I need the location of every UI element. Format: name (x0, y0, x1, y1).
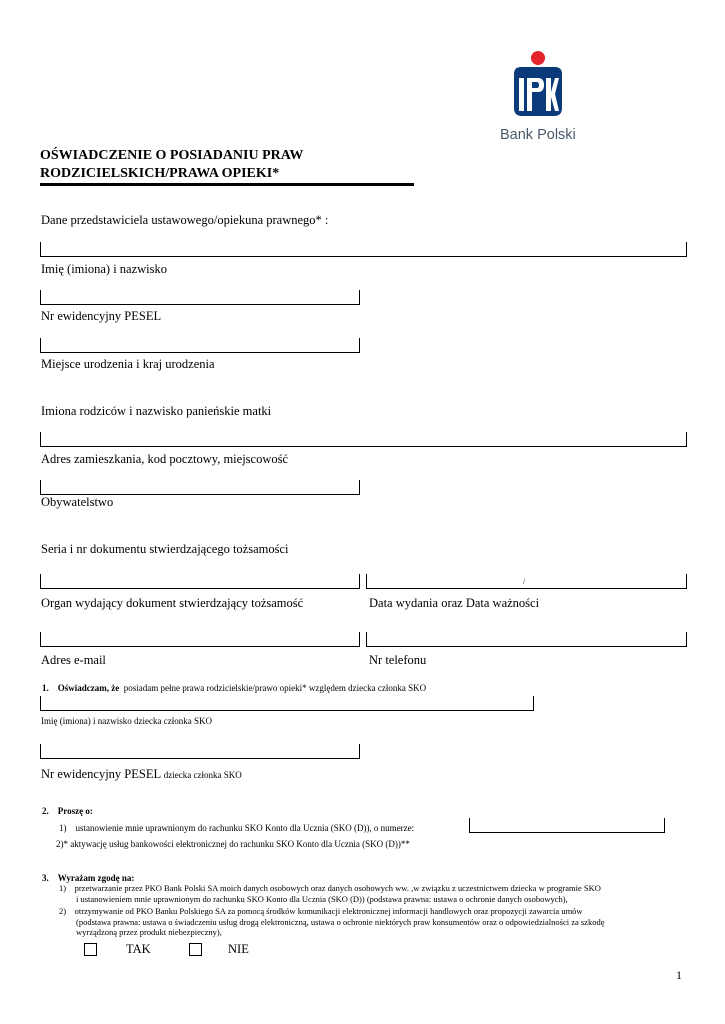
date-separator: / (523, 577, 526, 586)
yes-checkbox[interactable] (84, 943, 97, 956)
section1-bold: Oświadczam, że (57, 683, 120, 693)
section3-item1 (59, 883, 699, 904)
section1-text: posiadam pełne prawa rodzicielskie/prawo opieki* względem dziecka członka SKO (123, 683, 427, 693)
pesel-label: Nr ewidencyjny PESEL (41, 309, 162, 323)
dates-label: Data wydania oraz Data ważności (369, 596, 540, 610)
representative-field[interactable] (40, 242, 687, 257)
section2-title-text: Proszę o: (57, 806, 93, 816)
account-number-field[interactable] (469, 818, 665, 833)
name-label: Imię (imiona) i nazwisko (41, 262, 168, 276)
bank-name: Bank Polski (500, 127, 576, 143)
title-line-1: OŚWIADCZENIE O POSIADANIU PRAW (40, 148, 304, 163)
parents-field[interactable] (40, 432, 687, 447)
phone-field[interactable] (366, 632, 687, 647)
section3-item2-line1: otrzymywanie od PKO Banku Polskiego SA za pomocą środków komunikacji elektronicznej informacji handlowych oraz propozycji zawarcia umów (74, 906, 583, 916)
issuer-field[interactable] (40, 632, 360, 647)
page-number: 1 (676, 968, 682, 982)
id-doc-label: Seria i nr dokumentu stwierdzającego tożsamości (41, 542, 289, 556)
address-label: Adres zamieszkania, kod pocztowy, miejscowość (41, 452, 289, 466)
section1-num: 1. (42, 683, 49, 693)
child-pesel-small: dziecka członka SKO (163, 770, 242, 780)
name-field[interactable] (40, 290, 360, 305)
section3-item2-num: 2) (59, 906, 67, 916)
child-name-label: Imię (imiona) i nazwisko dziecka członka SKO (41, 716, 212, 726)
phone-label: Nr telefonu (369, 653, 427, 667)
section2-item1-num: 1) (59, 823, 67, 833)
section2-num: 2. (42, 806, 49, 816)
section2-item1 (59, 823, 414, 833)
section1-line (42, 683, 426, 693)
section2-item2: 2)* aktywację usług bankowości elektronicznej do rachunku SKO Konto dla Ucznia (SKO (D))** (56, 839, 410, 849)
section3-item1-num: 1) (59, 883, 67, 893)
section2-title (42, 806, 93, 816)
pesel-field[interactable] (40, 338, 360, 353)
section3-item2-line3: wyrządzoną przez produkt niebezpieczny), (76, 927, 222, 937)
parents-label: Imiona rodziców i nazwisko panieńskie matki (41, 404, 272, 418)
email-label: Adres e-mail (41, 653, 106, 667)
section3-title-text: Wyrażam zgodę na: (57, 873, 135, 883)
section2-item1-text: ustanowienie mnie uprawnionym do rachunku SKO Konto dla Ucznia (SKO (D)), o numerze: (75, 823, 415, 833)
citizenship-label: Obywatelstwo (41, 495, 114, 509)
document-title (40, 147, 420, 183)
child-pesel-field[interactable] (40, 744, 360, 759)
no-checkbox[interactable] (189, 943, 202, 956)
yes-label: TAK (126, 942, 151, 956)
title-line-2: RODZICIELSKICH/PRAWA OPIEKI* (40, 166, 280, 181)
child-pesel-main: Nr ewidencyjny PESEL (41, 767, 161, 781)
issuer-label: Organ wydający dokument stwierdzający tożsamość (41, 596, 304, 610)
section3-title (42, 873, 134, 883)
address-field[interactable] (40, 480, 360, 495)
birth-label: Miejsce urodzenia i kraj urodzenia (41, 357, 215, 371)
section3-item2 (59, 906, 699, 938)
section3-item1-line2: i ustanowieniem mnie uprawnionym do rachunku SKO Konto dla Ucznia (SKO (D)) (podstawa prawna: ustawa o ochronie danych osobowych), (76, 893, 568, 904)
section3-item2-line2: (podstawa prawna: ustawa o świadczeniu usług drogą elektroniczną, ustawa o ochronie niektórych praw konsumentów oraz o odpowiedzialności za szkodę (76, 916, 605, 927)
title-underline (40, 183, 414, 186)
child-pesel-label (41, 767, 242, 782)
no-label: NIE (228, 942, 249, 956)
child-name-field[interactable] (40, 696, 534, 711)
id-doc-field[interactable] (40, 574, 360, 589)
section-intro: Dane przedstawiciela ustawowego/opiekuna prawnego* : (41, 213, 329, 227)
dates-field[interactable] (366, 574, 687, 589)
section3-num: 3. (42, 873, 49, 883)
section3-item1-line1: przetwarzanie przez PKO Bank Polski SA moich danych osobowych oraz danych osobowych ww. ,w związku z uczestnictwem dziecka w programie SKO (74, 883, 601, 893)
pko-logo-icon (500, 48, 590, 128)
